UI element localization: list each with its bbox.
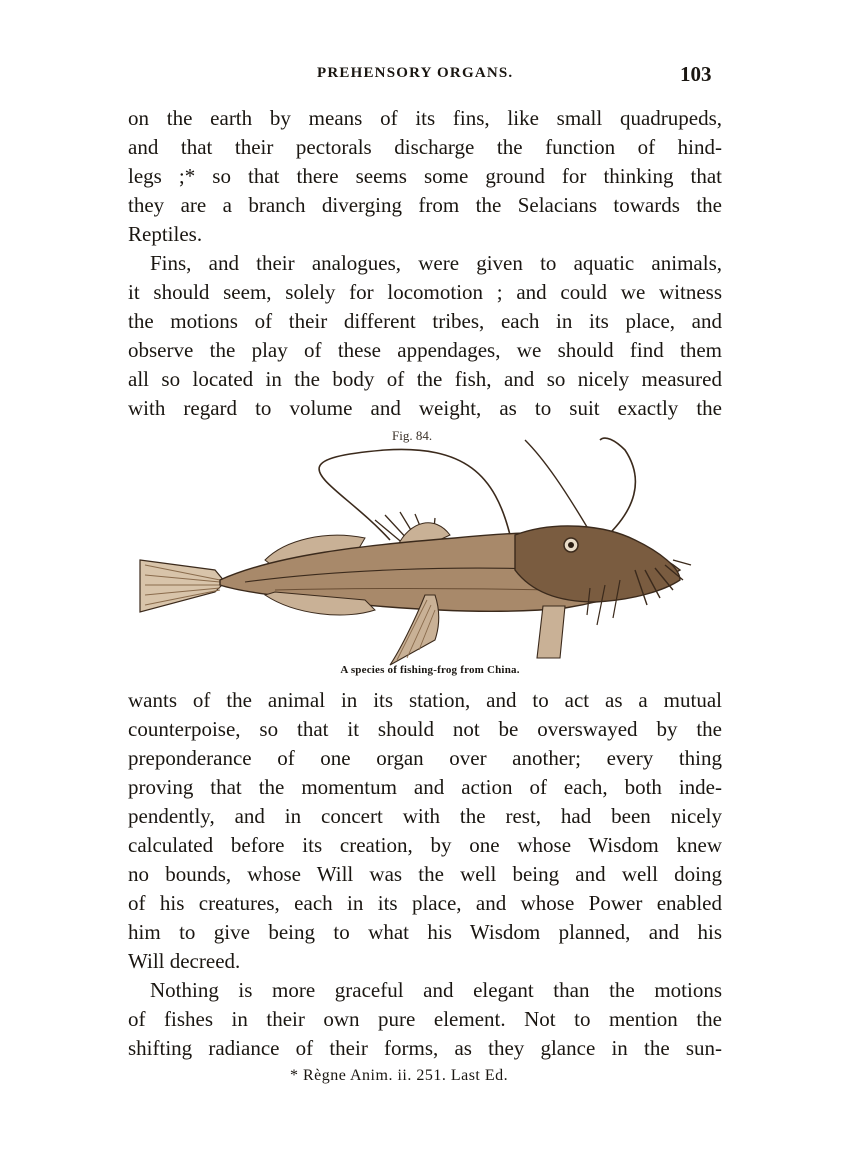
text-line: all so located in the body of the fish, and so nicely measured bbox=[128, 367, 722, 391]
text-line: they are a branch diverging from the Selacians towards the bbox=[128, 193, 722, 217]
running-title: PREHENSORY ORGANS. bbox=[317, 65, 514, 81]
pelvic-fin bbox=[537, 606, 565, 658]
text-line: no bounds, whose Will was the well being and well doing bbox=[128, 862, 722, 886]
figure-label: Fig. 84. bbox=[392, 428, 433, 443]
page-number: 103 bbox=[680, 62, 712, 86]
text-line: it should seem, solely for locomotion ; and could we witness bbox=[128, 280, 722, 304]
text-line: proving that the momentum and action of each, both inde- bbox=[128, 775, 722, 799]
footnote: * Règne Anim. ii. 251. Last Ed. bbox=[290, 1067, 509, 1084]
text-line: with regard to volume and weight, as to suit exactly the bbox=[128, 396, 722, 420]
text-line: Reptiles. bbox=[128, 222, 203, 246]
tail-fin bbox=[140, 560, 225, 612]
text-line: and that their pectorals discharge the function of hind- bbox=[128, 135, 722, 159]
text-line: preponderance of one organ over another; every thing bbox=[128, 746, 722, 770]
text-line: Will decreed. bbox=[128, 949, 241, 973]
text-line: observe the play of these appendages, we should find them bbox=[128, 338, 722, 362]
text-line: on the earth by means of its fins, like small quadrupeds, bbox=[128, 106, 722, 130]
text-line: of his creatures, each in its place, and whose Power enabled bbox=[128, 891, 722, 915]
figure-caption: A species of fishing-frog from China. bbox=[340, 664, 520, 676]
text-line: him to give being to what his Wisdom planned, and his bbox=[128, 920, 722, 944]
text-line: calculated before its creation, by one whose Wisdom knew bbox=[128, 833, 722, 857]
head-filament bbox=[600, 438, 635, 538]
text-line: legs ;* so that there seems some ground for thinking that bbox=[128, 164, 722, 188]
fishing-frog-engraving bbox=[135, 420, 705, 670]
running-head bbox=[0, 62, 850, 90]
head-filament bbox=[525, 440, 590, 532]
text-line: Nothing is more graceful and elegant than the motions bbox=[150, 978, 722, 1002]
text-line: the motions of their different tribes, each in its place, and bbox=[128, 309, 722, 333]
text-line: counterpoise, so that it should not be overswayed by the bbox=[128, 717, 722, 741]
paragraph-block-top bbox=[128, 104, 722, 423]
text-line: Fins, and their analogues, were given to aquatic animals, bbox=[150, 251, 722, 275]
paragraph-block-bottom bbox=[128, 686, 722, 1063]
text-line: shifting radiance of their forms, as they glance in the sun- bbox=[128, 1036, 722, 1060]
text-line: of fishes in their own pure element. Not to mention the bbox=[128, 1007, 722, 1031]
text-line: wants of the animal in its station, and to act as a mutual bbox=[128, 688, 722, 712]
text-line: pendently, and in concert with the rest, had been nicely bbox=[128, 804, 722, 828]
